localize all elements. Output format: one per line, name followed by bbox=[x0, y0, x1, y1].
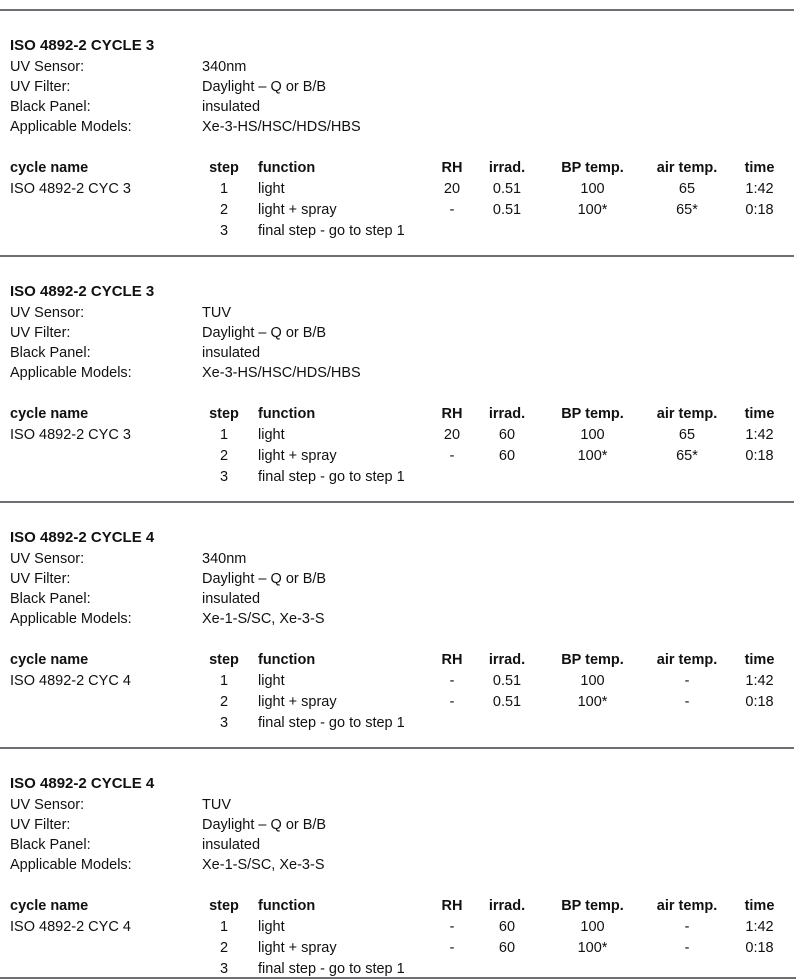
table-cell bbox=[430, 713, 474, 734]
table-cell: 100 bbox=[580, 673, 605, 689]
table-cell: - bbox=[684, 919, 690, 935]
column-header: function bbox=[258, 898, 316, 914]
table-cell: - bbox=[684, 694, 690, 710]
table-cell bbox=[10, 200, 202, 221]
table-cell bbox=[645, 221, 729, 242]
table-cell: - bbox=[449, 448, 455, 464]
info-row bbox=[10, 323, 790, 343]
cycle-section bbox=[0, 747, 800, 980]
column-header: step bbox=[209, 160, 239, 176]
table-cell: 0:18 bbox=[745, 694, 774, 710]
info-list bbox=[10, 57, 790, 137]
info-label: Black Panel: bbox=[10, 591, 91, 607]
table-cell: 1:42 bbox=[745, 673, 774, 689]
table-cell: 100 bbox=[580, 181, 605, 197]
table-row bbox=[10, 446, 790, 467]
table-cell: 100 bbox=[580, 427, 605, 443]
column-header: RH bbox=[441, 160, 463, 176]
info-value: insulated bbox=[202, 345, 261, 361]
info-row bbox=[10, 609, 790, 629]
column-header: time bbox=[744, 406, 775, 422]
table-header-row bbox=[10, 404, 790, 425]
table-cell: light bbox=[258, 919, 285, 935]
section-title: ISO 4892-2 CYCLE 4 bbox=[10, 775, 155, 792]
table-cell: final step - go to step 1 bbox=[258, 469, 405, 485]
section-title: ISO 4892-2 CYCLE 3 bbox=[10, 283, 155, 300]
info-value: Daylight – Q or B/B bbox=[202, 79, 327, 95]
table-cell bbox=[474, 713, 540, 734]
cycle-table bbox=[10, 896, 790, 980]
info-row bbox=[10, 57, 790, 77]
table-row bbox=[10, 671, 790, 692]
column-header: air temp. bbox=[656, 898, 718, 914]
table-cell: 0:18 bbox=[745, 940, 774, 956]
info-row bbox=[10, 303, 790, 323]
table-cell: 2 bbox=[219, 448, 229, 464]
column-header: BP temp. bbox=[561, 652, 624, 668]
info-list bbox=[10, 795, 790, 875]
table-cell: light + spray bbox=[258, 940, 337, 956]
table-cell: final step - go to step 1 bbox=[258, 715, 405, 731]
table-cell: 3 bbox=[219, 223, 229, 239]
cycle-section bbox=[0, 501, 800, 734]
info-list bbox=[10, 549, 790, 629]
section-title: ISO 4892-2 CYCLE 4 bbox=[10, 529, 155, 546]
column-header: irrad. bbox=[488, 652, 526, 668]
column-header: cycle name bbox=[10, 652, 89, 668]
table-row bbox=[10, 917, 790, 938]
table-cell bbox=[729, 713, 790, 734]
info-row bbox=[10, 97, 790, 117]
table-cell: - bbox=[449, 673, 455, 689]
cycle-section bbox=[0, 255, 800, 488]
table-cell: 60 bbox=[498, 427, 516, 443]
column-header: function bbox=[258, 160, 316, 176]
column-header: cycle name bbox=[10, 898, 89, 914]
info-label: Black Panel: bbox=[10, 345, 91, 361]
column-header: air temp. bbox=[656, 160, 718, 176]
section-rule bbox=[0, 9, 794, 11]
info-label: UV Sensor: bbox=[10, 797, 85, 813]
info-label: UV Sensor: bbox=[10, 551, 85, 567]
table-cell bbox=[10, 221, 202, 242]
table-header-row bbox=[10, 158, 790, 179]
table-cell: 1 bbox=[219, 673, 229, 689]
table-cell: - bbox=[449, 694, 455, 710]
info-row bbox=[10, 855, 790, 875]
column-header: function bbox=[258, 406, 316, 422]
table-row bbox=[10, 179, 790, 200]
table-cell: 0:18 bbox=[745, 202, 774, 218]
info-value: insulated bbox=[202, 99, 261, 115]
info-row bbox=[10, 835, 790, 855]
table-cell: ISO 4892-2 CYC 3 bbox=[10, 181, 131, 197]
info-label: UV Sensor: bbox=[10, 305, 85, 321]
table-cell: 100 bbox=[580, 919, 605, 935]
info-label: Black Panel: bbox=[10, 99, 91, 115]
info-label: UV Sensor: bbox=[10, 59, 85, 75]
column-header: time bbox=[744, 652, 775, 668]
table-cell: final step - go to step 1 bbox=[258, 961, 405, 977]
column-header: cycle name bbox=[10, 160, 89, 176]
table-cell bbox=[540, 467, 645, 488]
info-value: TUV bbox=[202, 305, 231, 321]
cycle-table bbox=[10, 650, 790, 734]
table-cell: 20 bbox=[443, 181, 461, 197]
table-cell: 2 bbox=[219, 202, 229, 218]
table-cell bbox=[540, 221, 645, 242]
info-row bbox=[10, 569, 790, 589]
info-label: Black Panel: bbox=[10, 837, 91, 853]
table-cell: - bbox=[449, 940, 455, 956]
table-row bbox=[10, 692, 790, 713]
column-header: irrad. bbox=[488, 406, 526, 422]
column-header: BP temp. bbox=[561, 406, 624, 422]
table-cell: 3 bbox=[219, 715, 229, 731]
section-rule bbox=[0, 747, 794, 749]
info-label: Applicable Models: bbox=[10, 611, 132, 627]
info-label: UV Filter: bbox=[10, 325, 71, 341]
table-cell: 1 bbox=[219, 427, 229, 443]
table-cell bbox=[430, 221, 474, 242]
table-cell: 65 bbox=[678, 181, 696, 197]
table-cell: 65 bbox=[678, 427, 696, 443]
table-cell: 100* bbox=[577, 694, 608, 710]
info-value: TUV bbox=[202, 797, 231, 813]
table-cell: 100* bbox=[577, 940, 608, 956]
table-cell bbox=[645, 467, 729, 488]
table-cell: 60 bbox=[498, 448, 516, 464]
table-cell bbox=[540, 713, 645, 734]
table-cell: light bbox=[258, 673, 285, 689]
table-cell: 1:42 bbox=[745, 919, 774, 935]
table-cell: 0.51 bbox=[492, 673, 522, 689]
table-cell bbox=[10, 467, 202, 488]
table-cell: 20 bbox=[443, 427, 461, 443]
info-value: Xe-3-HS/HSC/HDS/HBS bbox=[202, 119, 361, 135]
table-cell: 0.51 bbox=[492, 181, 522, 197]
table-cell: 3 bbox=[219, 469, 229, 485]
table-cell: light bbox=[258, 181, 285, 197]
table-row bbox=[10, 200, 790, 221]
table-cell: light bbox=[258, 427, 285, 443]
info-value: Daylight – Q or B/B bbox=[202, 571, 327, 587]
info-label: UV Filter: bbox=[10, 79, 71, 95]
column-header: time bbox=[744, 160, 775, 176]
table-cell: - bbox=[684, 940, 690, 956]
table-cell: - bbox=[449, 202, 455, 218]
table-row bbox=[10, 938, 790, 959]
table-cell bbox=[645, 713, 729, 734]
column-header: irrad. bbox=[488, 160, 526, 176]
info-row bbox=[10, 815, 790, 835]
table-cell: light + spray bbox=[258, 694, 337, 710]
section-rule bbox=[0, 255, 794, 257]
info-list bbox=[10, 303, 790, 383]
column-header: RH bbox=[441, 406, 463, 422]
table-cell: 3 bbox=[219, 961, 229, 977]
cycle-table bbox=[10, 158, 790, 242]
info-row bbox=[10, 343, 790, 363]
table-cell: ISO 4892-2 CYC 4 bbox=[10, 673, 131, 689]
column-header: step bbox=[209, 898, 239, 914]
table-cell bbox=[729, 467, 790, 488]
column-header: step bbox=[209, 652, 239, 668]
info-value: Xe-1-S/SC, Xe-3-S bbox=[202, 857, 325, 873]
info-row bbox=[10, 363, 790, 383]
cycle-section bbox=[0, 9, 800, 242]
table-cell: light + spray bbox=[258, 202, 337, 218]
table-cell: 1:42 bbox=[745, 427, 774, 443]
table-cell: light + spray bbox=[258, 448, 337, 464]
table-cell: 60 bbox=[498, 940, 516, 956]
table-cell: 65* bbox=[676, 202, 698, 218]
table-header-row bbox=[10, 650, 790, 671]
table-cell: 1:42 bbox=[745, 181, 774, 197]
info-label: UV Filter: bbox=[10, 571, 71, 587]
table-cell: ISO 4892-2 CYC 4 bbox=[10, 919, 131, 935]
table-cell bbox=[10, 713, 202, 734]
info-label: Applicable Models: bbox=[10, 365, 132, 381]
table-row bbox=[10, 467, 790, 488]
table-cell bbox=[10, 692, 202, 713]
sections-container bbox=[0, 9, 800, 980]
table-cell bbox=[729, 221, 790, 242]
column-header: RH bbox=[441, 652, 463, 668]
column-header: BP temp. bbox=[561, 898, 624, 914]
column-header: time bbox=[744, 898, 775, 914]
table-cell bbox=[10, 446, 202, 467]
table-cell: 60 bbox=[498, 919, 516, 935]
info-value: insulated bbox=[202, 591, 261, 607]
info-value: 340nm bbox=[202, 551, 247, 567]
column-header: air temp. bbox=[656, 652, 718, 668]
info-value: insulated bbox=[202, 837, 261, 853]
column-header: BP temp. bbox=[561, 160, 624, 176]
column-header: function bbox=[258, 652, 316, 668]
info-label: UV Filter: bbox=[10, 817, 71, 833]
table-cell: 0:18 bbox=[745, 448, 774, 464]
info-row bbox=[10, 549, 790, 569]
table-cell bbox=[430, 467, 474, 488]
column-header: step bbox=[209, 406, 239, 422]
table-cell: 0.51 bbox=[492, 694, 522, 710]
info-row bbox=[10, 795, 790, 815]
column-header: cycle name bbox=[10, 406, 89, 422]
table-cell: - bbox=[449, 919, 455, 935]
section-rule bbox=[0, 501, 794, 503]
table-row bbox=[10, 221, 790, 242]
table-cell: 65* bbox=[676, 448, 698, 464]
info-value: Xe-1-S/SC, Xe-3-S bbox=[202, 611, 325, 627]
table-cell: 1 bbox=[219, 181, 229, 197]
table-cell: final step - go to step 1 bbox=[258, 223, 405, 239]
table-cell: 1 bbox=[219, 919, 229, 935]
table-cell: - bbox=[684, 673, 690, 689]
table-cell: 2 bbox=[219, 940, 229, 956]
info-row bbox=[10, 589, 790, 609]
cycle-table bbox=[10, 404, 790, 488]
info-value: Xe-3-HS/HSC/HDS/HBS bbox=[202, 365, 361, 381]
table-cell: ISO 4892-2 CYC 3 bbox=[10, 427, 131, 443]
table-cell: 100* bbox=[577, 448, 608, 464]
section-title: ISO 4892-2 CYCLE 3 bbox=[10, 37, 155, 54]
table-cell bbox=[474, 467, 540, 488]
info-row bbox=[10, 117, 790, 137]
table-cell: 0.51 bbox=[492, 202, 522, 218]
table-header-row bbox=[10, 896, 790, 917]
table-row bbox=[10, 425, 790, 446]
info-value: Daylight – Q or B/B bbox=[202, 817, 327, 833]
info-label: Applicable Models: bbox=[10, 119, 132, 135]
table-cell: 100* bbox=[577, 202, 608, 218]
info-row bbox=[10, 77, 790, 97]
column-header: RH bbox=[441, 898, 463, 914]
table-cell bbox=[474, 221, 540, 242]
info-value: 340nm bbox=[202, 59, 247, 75]
table-cell bbox=[10, 938, 202, 959]
info-value: Daylight – Q or B/B bbox=[202, 325, 327, 341]
column-header: air temp. bbox=[656, 406, 718, 422]
column-header: irrad. bbox=[488, 898, 526, 914]
table-cell: 2 bbox=[219, 694, 229, 710]
info-label: Applicable Models: bbox=[10, 857, 132, 873]
table-row bbox=[10, 713, 790, 734]
